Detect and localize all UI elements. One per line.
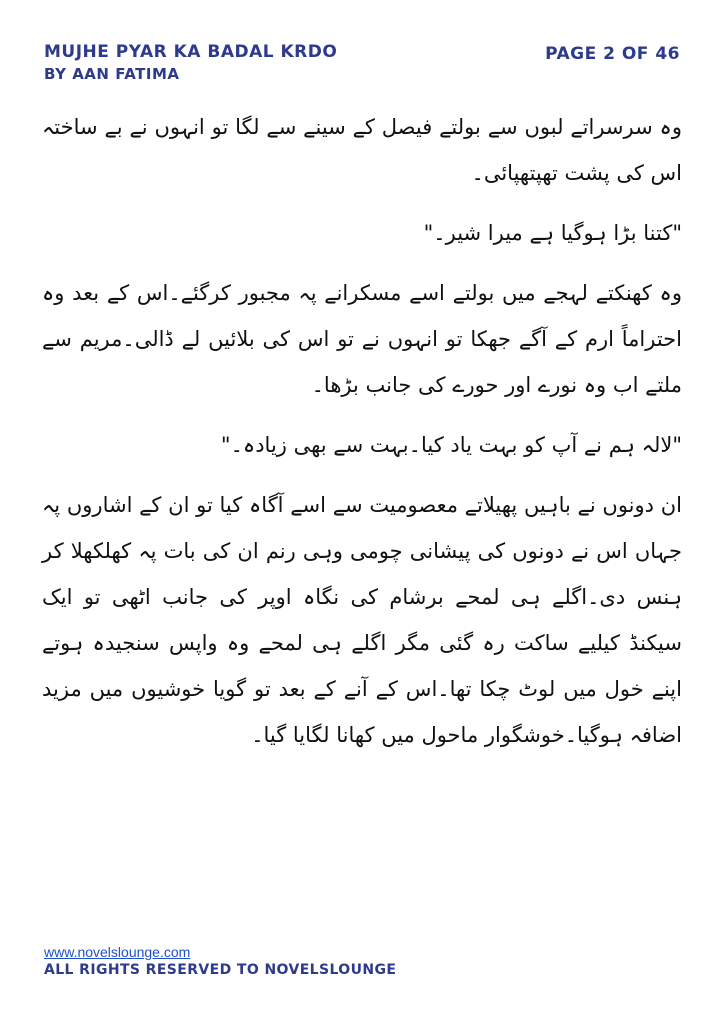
author-line: BY AAN FATIMA xyxy=(44,65,180,83)
paragraph-2-dialogue: "کتنا بڑا ہوگیا ہے میرا شیر۔" xyxy=(423,221,682,245)
paragraph-5: ان دونوں نے باہیں پھیلاتے معصومیت سے اسے آگاہ کیا تو ان کے اشاروں پہ جہاں اس نے دونوں کی پیشانی چومی وہی رنم ان کی بات پہ کھلکھلا کر ہنس دی۔اگلے ہی لمحے برشام کی نگاہ اوپر کی جانب اٹھی تو ایک سیکنڈ کیلیے ساکت رہ گئی مگر اگلے ہی لمحے وہ واپس سنجیدہ ہوتے اپنے خول میں لوٹ چکا تھا۔اس کے آنے کے بعد تو گویا خوشیوں میں مزید اضافہ ہوگیا۔خوشگوار ماحول میں کھانا لگایا گیا۔ xyxy=(42,493,682,747)
paragraph-1: وہ سرسراتے لبوں سے بولتے فیصل کے سینے سے لگا تو انہوں نے بے ساختہ اس کی پشت تھپتھپائی۔ xyxy=(42,115,682,185)
footer xyxy=(44,945,396,977)
paragraph-4-dialogue: "لالہ ہم نے آپ کو بہت یاد کیا۔بہت سے بھی زیادہ۔" xyxy=(220,433,682,457)
website-link[interactable]: www.novelslounge.com xyxy=(44,944,191,960)
header-left xyxy=(44,44,337,82)
rights-notice: ALL RIGHTS RESERVED TO NOVELSLOUNGE xyxy=(44,962,397,978)
novel-title: MUJHE PYAR KA BADAL KRDO xyxy=(44,42,338,62)
story-body xyxy=(42,104,682,772)
paragraph-3: وہ کھنکتے لہجے میں بولتے اسے مسکرانے پہ مجبور کرگئے۔اس کے بعد وہ احتراماً ارم کے آگے جھکا تو انہوں نے تو اس کی بلائیں لے ڈالی۔مریم سے ملتے اب وہ نورے اور حورے کی جانب بڑھا۔ xyxy=(42,281,682,397)
page-indicator: PAGE 2 OF 46 xyxy=(545,44,680,64)
